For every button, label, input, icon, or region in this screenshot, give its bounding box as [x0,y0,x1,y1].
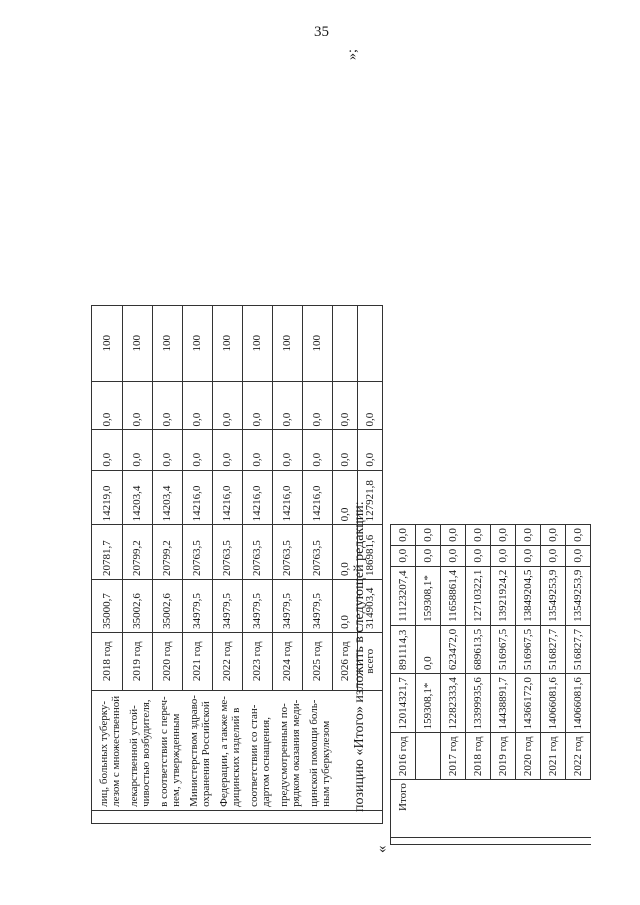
funding-table-total [390,524,591,845]
description-line: чивостью возбудителя, [140,699,152,807]
table-row [272,276,302,824]
value-cell: 0,0 [491,545,516,566]
description-cell [212,690,242,810]
value-cell: 0,0 [332,430,357,470]
label-cell [566,780,591,838]
value-cell: 14216,0 [272,470,302,525]
year-cell: 2019 год [122,632,152,690]
empty-cell [272,810,302,823]
quote-close: »; [345,49,360,60]
description-line: ным туберкулезом [320,720,332,807]
table-top-wrapper [91,275,383,824]
value-cell: 0,0 [491,525,516,546]
value-cell: 0,0 [566,545,591,566]
value-cell: 34979,5 [182,580,212,633]
empty-cell [357,810,382,823]
value-cell: 13549253,9 [541,566,566,625]
empty-cell [466,838,491,845]
value-cell: 0,0 [441,545,466,566]
description-line: соответствии со стан- [248,704,260,807]
value-cell: 100 [212,305,242,381]
value-cell: 314903,4 [357,580,382,633]
value-cell: 0,0 [516,525,541,546]
year-cell: 2022 год [212,632,242,690]
value-cell: 0,0 [272,381,302,430]
value-cell: 0,0 [92,381,123,430]
value-cell: 186981,6 [357,525,382,580]
value-cell: 516967,5 [516,625,541,673]
value-cell: 0,0 [357,430,382,470]
table-row [212,276,242,824]
year-cell: 2020 год [152,632,182,690]
funding-table-tuberculosis [91,275,383,824]
value-cell: 14219,0 [92,470,123,525]
value-cell: 0,0 [182,381,212,430]
intro-text: позицию «Итого» изложить в следующей редакции: [352,501,367,812]
value-cell: 13399935,6 [466,674,491,733]
table-row [416,525,441,845]
year-cell: 2024 год [272,632,302,690]
description-cell [152,690,182,810]
table-bottom-wrapper [390,524,591,845]
description-cell [122,690,152,810]
value-cell: 0,0 [92,430,123,470]
empty-cell [302,810,332,823]
label-cell [541,780,566,838]
year-cell: 2020 год [516,733,541,780]
table-row [182,276,212,824]
description-line: нем, утвержденным [170,713,182,807]
value-cell: 0,0 [122,430,152,470]
year-cell: 2018 год [92,632,123,690]
value-cell: 12710322,1 [466,566,491,625]
empty-cell [242,810,272,823]
description-line: Министерством здраво- [188,695,200,807]
value-cell: 0,0 [416,525,441,546]
year-cell: 2026 год [332,632,357,690]
label-cell [441,780,466,838]
year-cell [416,733,441,780]
value-cell: 0,0 [541,545,566,566]
value-cell: 0,0 [391,525,416,546]
value-cell: 0,0 [541,525,566,546]
description-line: рядком оказания меди- [290,699,302,807]
value-cell: 0,0 [332,525,357,580]
empty-cell [212,810,242,823]
value-cell: 20763,5 [302,525,332,580]
value-cell: 0,0 [152,430,182,470]
description-line: лекарственной устой- [128,705,140,807]
empty-cell [332,810,357,823]
year-cell: 2023 год [242,632,272,690]
value-cell: 14203,4 [152,470,182,525]
empty-cell [516,838,541,845]
value-cell: 14366172,0 [516,674,541,733]
value-cell: 35000,7 [92,580,123,633]
description-line: Федерации, а также ме- [218,696,230,807]
label-cell: Итого [391,780,416,838]
table-row [391,525,416,845]
value-cell: 0,0 [332,381,357,430]
value-cell: 159308,1* [416,566,441,625]
table-row [302,276,332,824]
value-cell: 11658861,4 [441,566,466,625]
value-cell: 100 [182,305,212,381]
value-cell: 12014321,7 [391,674,416,733]
value-cell: 0,0 [516,545,541,566]
table-row [122,276,152,824]
value-cell: 20763,5 [242,525,272,580]
value-cell: 0,0 [242,430,272,470]
value-cell: 34979,5 [212,580,242,633]
empty-cell [122,810,152,823]
value-cell: 0,0 [332,580,357,633]
year-cell: 2021 год [541,733,566,780]
description-cell [302,690,332,810]
value-cell: 14216,0 [212,470,242,525]
description-cell [92,690,123,810]
value-cell: 14216,0 [242,470,272,525]
value-cell: 20763,5 [182,525,212,580]
description-cell [182,690,212,810]
year-cell: 2016 год [391,733,416,780]
label-cell [491,780,516,838]
value-cell: 0,0 [466,545,491,566]
value-cell: 0,0 [122,381,152,430]
value-cell: 516827,7 [566,625,591,673]
description-line: цинской помощи боль- [308,699,320,807]
label-cell [416,780,441,838]
value-cell: 35002,6 [122,580,152,633]
value-cell: 516827,7 [541,625,566,673]
value-cell: 13921924,2 [491,566,516,625]
value-cell: 0,0 [566,525,591,546]
table-row [152,276,182,824]
table-row [516,525,541,845]
empty-cell [92,810,123,823]
value-cell: 623472,0 [441,625,466,673]
label-cell [466,780,491,838]
table-row [466,525,491,845]
value-cell: 0,0 [302,381,332,430]
value-cell: 13849204,5 [516,566,541,625]
value-cell: 0,0 [212,381,242,430]
value-cell: 14066081,6 [541,674,566,733]
value-cell: 0,0 [332,470,357,525]
value-cell: 516967,5 [491,625,516,673]
value-cell: 0,0 [242,381,272,430]
value-cell: 0,0 [391,545,416,566]
value-cell: 0,0 [152,381,182,430]
description-line: предусмотренным по- [278,703,290,807]
label-cell [516,780,541,838]
table-row [92,276,123,824]
page-number: 35 [314,24,329,40]
table-row [441,525,466,845]
value-cell: 100 [272,305,302,381]
value-cell: 14216,0 [302,470,332,525]
value-cell: 34979,5 [302,580,332,633]
year-cell: всего [357,632,382,690]
value-cell: 0,0 [182,430,212,470]
year-cell: 2025 год [302,632,332,690]
empty-cell [182,810,212,823]
value-cell: 0,0 [466,525,491,546]
value-cell: 891114,3 [391,625,416,673]
value-cell: 20763,5 [272,525,302,580]
description-line: дицинских изделий в [230,707,242,807]
value-cell: 0,0 [416,625,441,673]
empty-cell [491,838,516,845]
table-row [491,525,516,845]
value-cell: 14203,4 [122,470,152,525]
empty-cell [441,838,466,845]
value-cell: 35002,6 [152,580,182,633]
value-cell: 159308,1* [416,674,441,733]
empty-cell [541,838,566,845]
year-cell: 2021 год [182,632,212,690]
description-line: лезом с множественной [110,695,122,807]
value-cell: 100 [302,305,332,381]
value-cell: 127921,8 [357,470,382,525]
value-cell: 689613,5 [466,625,491,673]
year-cell: 2019 год [491,733,516,780]
value-cell: 14066081,6 [566,674,591,733]
year-cell: 2022 год [566,733,591,780]
description-cell [272,690,302,810]
year-cell: 2017 год [441,733,466,780]
value-cell: 0,0 [441,525,466,546]
value-cell: 100 [152,305,182,381]
value-cell [357,305,382,381]
value-cell: 13549253,9 [566,566,591,625]
description-line: дартом оснащения, [260,717,272,807]
value-cell: 11123207,4 [391,566,416,625]
table-row [541,525,566,845]
value-cell: 34979,5 [272,580,302,633]
quote-open: « [374,845,390,853]
value-cell: 100 [242,305,272,381]
description-line: лиц, больных туберку- [98,700,110,807]
table-row [242,276,272,824]
year-cell: 2018 год [466,733,491,780]
value-cell: 20799,2 [152,525,182,580]
value-cell: 14216,0 [182,470,212,525]
value-cell: 20763,5 [212,525,242,580]
value-cell: 20799,2 [122,525,152,580]
value-cell: 14438891,7 [491,674,516,733]
description-line: охранения Российской [200,701,212,807]
value-cell: 100 [122,305,152,381]
value-cell [332,305,357,381]
value-cell: 0,0 [357,381,382,430]
empty-cell [566,838,591,845]
empty-cell [391,838,416,845]
value-cell: 100 [92,305,123,381]
value-cell: 12282333,4 [441,674,466,733]
value-cell: 0,0 [302,430,332,470]
empty-cell [152,810,182,823]
value-cell: 20781,7 [92,525,123,580]
value-cell: 34979,5 [242,580,272,633]
table-row [566,525,591,845]
value-cell: 0,0 [212,430,242,470]
description-line: в соответствии с переч- [158,696,170,807]
value-cell: 0,0 [416,545,441,566]
value-cell: 0,0 [272,430,302,470]
empty-cell [416,838,441,845]
description-cell [242,690,272,810]
